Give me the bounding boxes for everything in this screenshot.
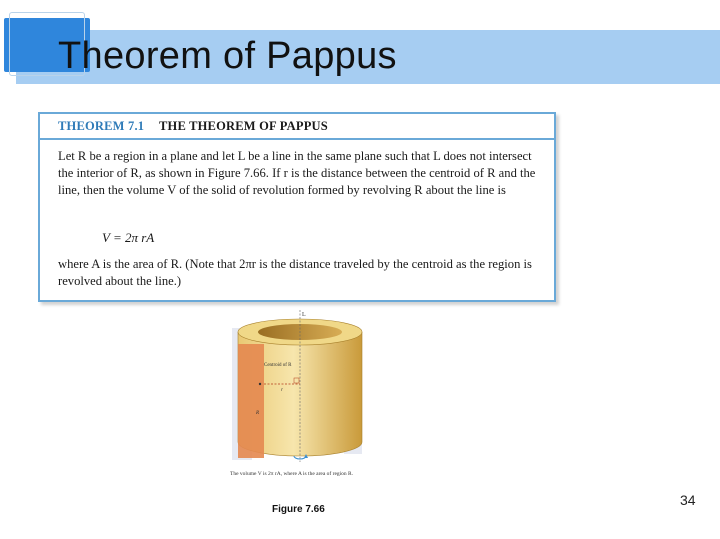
figure-label: Figure 7.66	[272, 504, 325, 515]
centroid-dot	[259, 383, 261, 385]
region-r	[238, 344, 264, 458]
page-number: 34	[680, 492, 696, 508]
theorem-number: THEOREM 7.1	[58, 119, 145, 133]
theorem-note: where A is the area of R. (Note that 2πr is the distance traveled by the centroid as the region is revolved about the line.)	[58, 257, 532, 288]
region-label: R	[256, 411, 260, 416]
centroid-label: Centroid of R	[264, 363, 292, 368]
slide-title: Theorem of Pappus	[58, 35, 397, 77]
radius-label: r	[281, 388, 283, 393]
theorem-title: THE THEOREM OF PAPPUS	[159, 119, 328, 133]
theorem-header	[40, 114, 554, 140]
theorem-statement: Let R be a region in a plane and let L be a line in the same plane such that L does not intersect the interior of R, as shown in Figure 7.66. If r is the distance between the centroid of R and the line, then the volume V of the solid of revolution formed by revolving R about the line is	[58, 149, 536, 197]
figure-caption: The volume V is 2π rA, where A is the area of region R.	[230, 471, 354, 477]
axis-label: L	[302, 312, 306, 318]
theorem-formula: V = 2π rA	[102, 230, 155, 245]
theorem-box	[38, 112, 556, 302]
solid-of-revolution-figure	[226, 304, 376, 470]
